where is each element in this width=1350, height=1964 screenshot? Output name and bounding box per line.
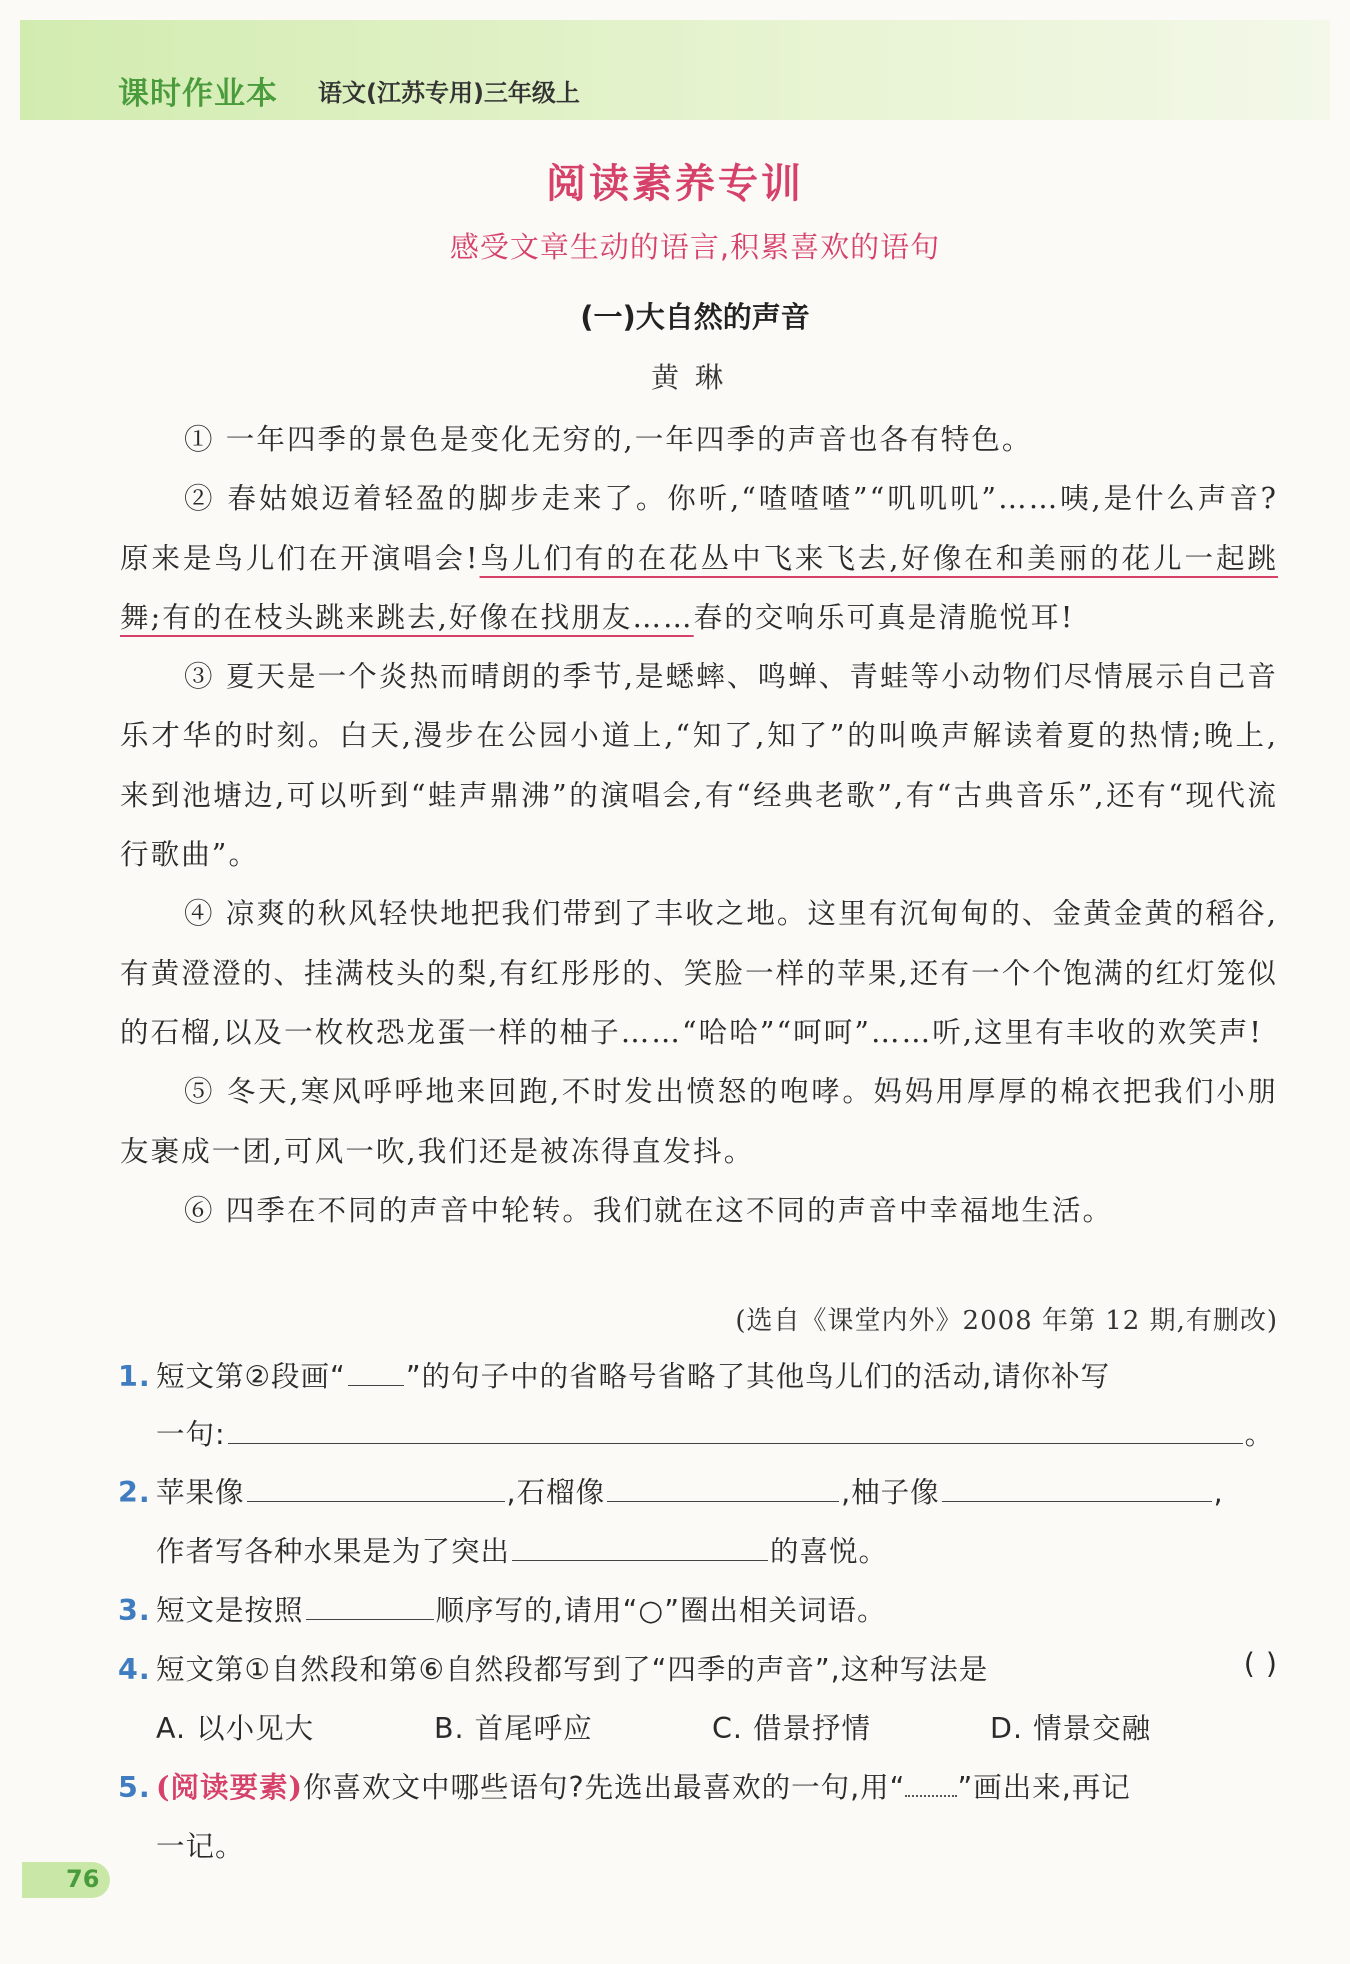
option-d[interactable]: D. 情景交融 bbox=[990, 1712, 1152, 1745]
question-text: ”画出来,再记 bbox=[957, 1771, 1131, 1804]
question-3 bbox=[118, 1588, 1278, 1629]
question-text: 短文第②段画“ bbox=[156, 1360, 346, 1393]
underlined-sentence: 鸟儿们有的在花丛中飞来飞去,好像在和美丽的花儿一起跳舞;有的在枝头跳来跳去,好像在找朋友…… bbox=[120, 541, 1278, 634]
question-text: ,石榴像 bbox=[506, 1476, 606, 1509]
question-5 bbox=[118, 1765, 1278, 1806]
question-2 bbox=[118, 1470, 1278, 1511]
answer-blank[interactable] bbox=[348, 1384, 404, 1386]
question-text: 短文第①自然段和第⑥自然段都写到了“四季的声音”,这种写法是 bbox=[156, 1653, 989, 1686]
question-1 bbox=[118, 1354, 1278, 1395]
page-number: 76 bbox=[66, 1865, 100, 1893]
answer-parentheses[interactable]: ( ) bbox=[1243, 1647, 1278, 1680]
reading-element-tag: (阅读要素) bbox=[156, 1770, 303, 1804]
article-author: 黄琳 bbox=[650, 361, 739, 394]
question-2-line-2 bbox=[118, 1529, 1278, 1570]
paragraph-5: ⑤ 冬天,寒风呼呼地来回跑,不时发出愤怒的咆哮。妈妈用厚厚的棉衣把我们小朋友裹成一团,可风一吹,我们还是被冻得直发抖。 bbox=[120, 1075, 1278, 1168]
question-text: ”的句子中的省略号省略了其他鸟儿们的活动,请你补写 bbox=[405, 1360, 1111, 1393]
answer-blank[interactable] bbox=[247, 1500, 505, 1502]
answer-blank[interactable] bbox=[607, 1500, 839, 1502]
paragraph-1: ① 一年四季的景色是变化无穷的,一年四季的声音也各有特色。 bbox=[184, 423, 1033, 456]
question-text: 一记。 bbox=[156, 1830, 245, 1863]
paragraph-2 bbox=[120, 469, 1278, 647]
question-4 bbox=[118, 1647, 1278, 1688]
question-text: 短文是按照 bbox=[156, 1594, 304, 1627]
option-b[interactable]: B. 首尾呼应 bbox=[434, 1712, 593, 1745]
question-1-line-2 bbox=[118, 1412, 1278, 1453]
page-subtitle: 感受文章生动的语言,积累喜欢的语句 bbox=[449, 230, 941, 264]
option-a[interactable]: A. 以小见大 bbox=[156, 1712, 315, 1745]
question-text: , bbox=[1213, 1476, 1224, 1509]
question-text: 一句: bbox=[156, 1418, 226, 1451]
question-text: 苹果像 bbox=[156, 1476, 245, 1509]
paragraph-4: ④ 凉爽的秋风轻快地把我们带到了丰收之地。这里有沉甸甸的、金黄金黄的稻谷,有黄澄澄的、挂满枝头的梨,有红彤彤的、笑脸一样的苹果,还有一个个饱满的红灯笼似的石榴,以及一枚枚恐龙蛋一样的柚子……“哈哈”“呵呵”……听,这里有丰收的欢笑声! bbox=[120, 897, 1278, 1049]
question-number: 4. bbox=[118, 1653, 151, 1686]
answer-blank[interactable] bbox=[512, 1559, 768, 1561]
article-body bbox=[120, 410, 1278, 1240]
question-text: 作者写各种水果是为了突出 bbox=[156, 1535, 511, 1568]
question-text: 。 bbox=[1244, 1418, 1275, 1451]
question-5-line-2 bbox=[118, 1824, 1278, 1865]
question-number: 3. bbox=[118, 1594, 151, 1627]
page-title: 阅读素养专训 bbox=[546, 161, 804, 207]
answer-blank[interactable] bbox=[228, 1442, 1243, 1444]
wavy-line-mark bbox=[905, 1794, 957, 1797]
article-source: (选自《课堂内外》2008 年第 12 期,有删改) bbox=[735, 1306, 1278, 1336]
question-number: 1. bbox=[118, 1360, 151, 1393]
question-4-options bbox=[118, 1706, 1278, 1747]
answer-blank[interactable] bbox=[942, 1500, 1212, 1502]
paragraph-6: ⑥ 四季在不同的声音中轮转。我们就在这不同的声音中幸福地生活。 bbox=[184, 1193, 1114, 1227]
article-title: (一)大自然的声音 bbox=[580, 300, 810, 334]
brand-title: 课时作业本 bbox=[118, 76, 278, 112]
paragraph-3: ③ 夏天是一个炎热而晴朗的季节,是蟋蟀、鸣蝉、青蛙等小动物们尽情展示自己音乐才华的时刻。白天,漫步在公园小道上,“知了,知了”的叫唤声解读着夏的热情;晚上,来到池塘边,可以听到“蛙声鼎沸”的演唱会,有“经典老歌”,有“古典音乐”,还有“现代流行歌曲”。 bbox=[120, 660, 1278, 872]
question-text: 顺序写的,请用“○”圈出相关词语。 bbox=[435, 1594, 887, 1627]
question-text: ,柚子像 bbox=[841, 1476, 940, 1509]
option-c[interactable]: C. 借景抒情 bbox=[712, 1712, 872, 1745]
question-number: 5. bbox=[118, 1771, 151, 1804]
paragraph-2-text: ② 春姑娘迈着轻盈的脚步走来了。你听,“喳喳喳”“叽叽叽”……咦,是什么声音?原来是鸟儿们在开演唱会! bbox=[120, 482, 1278, 575]
question-text: 你喜欢文中哪些语句?先选出最喜欢的一句,用“ bbox=[302, 1771, 906, 1804]
book-title: 语文(江苏专用)三年级上 bbox=[318, 79, 580, 107]
page-number-tab bbox=[22, 1862, 110, 1898]
answer-blank[interactable] bbox=[306, 1618, 434, 1620]
question-number: 2. bbox=[118, 1476, 151, 1509]
paragraph-2-end: 春的交响乐可真是清脆悦耳! bbox=[693, 600, 1075, 634]
question-text: 的喜悦。 bbox=[770, 1535, 889, 1568]
